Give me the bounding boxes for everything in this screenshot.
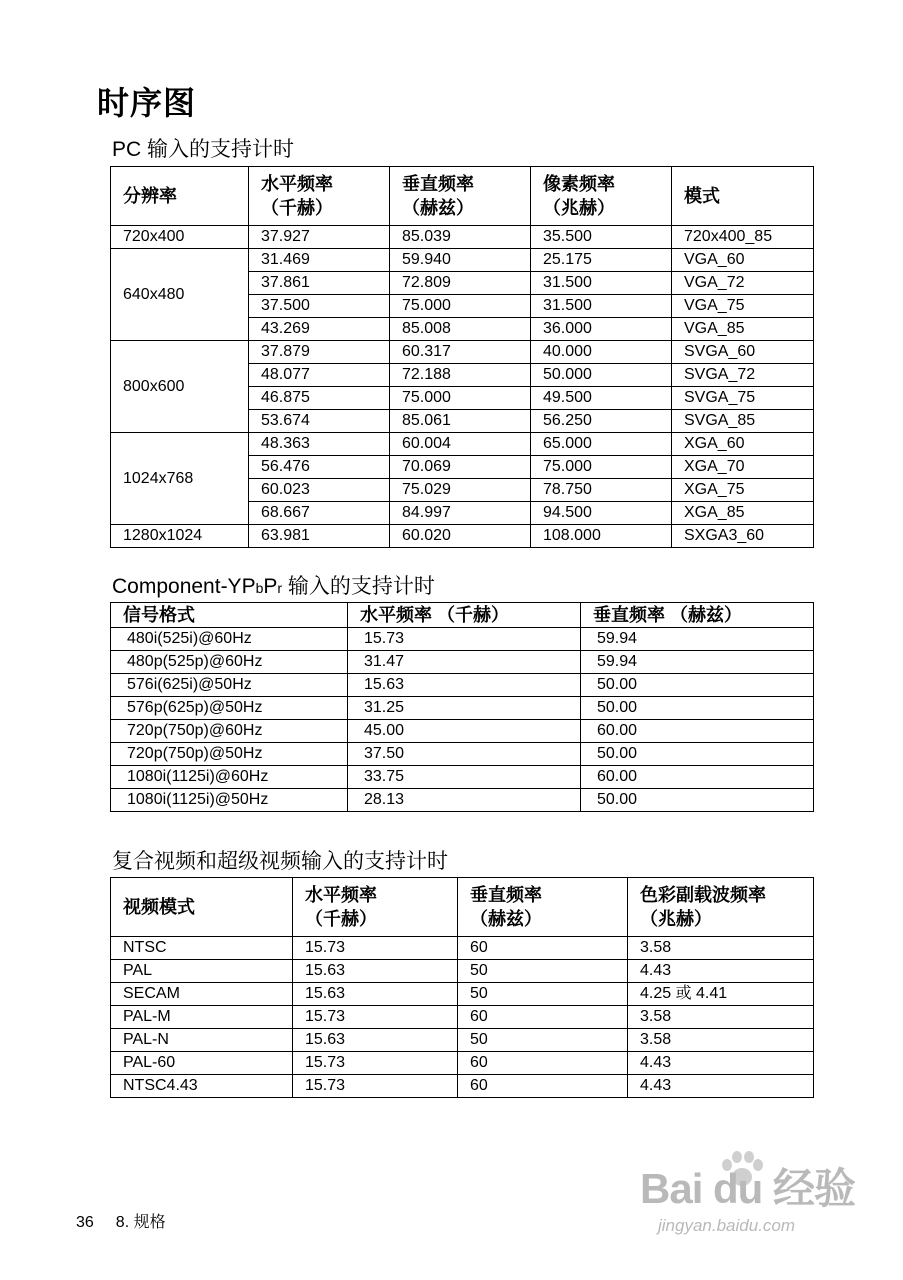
table-cell: 85.039	[390, 226, 531, 249]
column-header: 水平频率 （千赫）	[249, 167, 390, 226]
table-row	[111, 249, 814, 272]
table-cell: 72.809	[390, 272, 531, 295]
table-cell: 720p(750p)@60Hz	[111, 720, 348, 743]
table-cell: 46.875	[249, 387, 390, 410]
table-cell: 56.476	[249, 456, 390, 479]
table-cell: 59.940	[390, 249, 531, 272]
table-cell: 15.73	[293, 1075, 458, 1098]
table-row	[111, 937, 814, 960]
column-header: 视频模式	[111, 878, 293, 937]
table-cell: 85.008	[390, 318, 531, 341]
table-cell: 3.58	[628, 937, 814, 960]
resolution-cell: 800x600	[111, 341, 249, 433]
table-cell: 60	[458, 1006, 628, 1029]
table-cell: 37.50	[348, 743, 581, 766]
column-header: 垂直频率 （赫兹）	[581, 603, 814, 628]
table-cell: 576i(625i)@50Hz	[111, 674, 348, 697]
table-cell: 60	[458, 1052, 628, 1075]
component-timing-table	[110, 602, 814, 812]
table-cell: 75.000	[390, 387, 531, 410]
column-header: 水平频率 （千赫）	[348, 603, 581, 628]
table-cell: 48.077	[249, 364, 390, 387]
table-cell: 15.63	[293, 983, 458, 1006]
table-cell: 4.43	[628, 1075, 814, 1098]
column-header: 色彩副载波频率 （兆赫）	[628, 878, 814, 937]
table-cell: 1080i(1125i)@60Hz	[111, 766, 348, 789]
table-cell: 576p(625p)@50Hz	[111, 697, 348, 720]
table-cell: 60.317	[390, 341, 531, 364]
table-cell: 75.029	[390, 479, 531, 502]
table-cell: 50.00	[581, 697, 814, 720]
table-cell: 4.43	[628, 960, 814, 983]
table-cell: 50	[458, 1029, 628, 1052]
table-cell: 94.500	[531, 502, 672, 525]
table-cell: VGA_72	[672, 272, 814, 295]
table-cell: 31.500	[531, 295, 672, 318]
table-cell: 84.997	[390, 502, 531, 525]
table-cell: 15.73	[293, 937, 458, 960]
table-row	[111, 525, 814, 548]
table-cell: 43.269	[249, 318, 390, 341]
table-cell: 70.069	[390, 456, 531, 479]
table-cell: 49.500	[531, 387, 672, 410]
table-row	[111, 789, 814, 812]
table-cell: 75.000	[531, 456, 672, 479]
table-cell: SVGA_75	[672, 387, 814, 410]
table-cell: 480i(525i)@60Hz	[111, 628, 348, 651]
table-cell: 60.023	[249, 479, 390, 502]
table-cell: PAL-N	[111, 1029, 293, 1052]
table-row	[111, 226, 814, 249]
table-cell: 15.63	[293, 1029, 458, 1052]
table-cell: NTSC4.43	[111, 1075, 293, 1098]
table-cell: 15.63	[293, 960, 458, 983]
table-cell: 56.250	[531, 410, 672, 433]
table-cell: XGA_60	[672, 433, 814, 456]
table-cell: 720x400_85	[672, 226, 814, 249]
table-cell: 60.00	[581, 720, 814, 743]
table-cell: XGA_70	[672, 456, 814, 479]
table-row	[111, 433, 814, 456]
table-cell: 68.667	[249, 502, 390, 525]
table-row	[111, 1006, 814, 1029]
table-row	[111, 1052, 814, 1075]
table-cell: 60	[458, 1075, 628, 1098]
table-cell: 35.500	[531, 226, 672, 249]
column-header: 分辨率	[111, 167, 249, 226]
resolution-cell: 1280x1024	[111, 525, 249, 548]
table-row	[111, 983, 814, 1006]
pc-table-header	[111, 167, 814, 226]
table-cell: 480p(525p)@60Hz	[111, 651, 348, 674]
table-cell: XGA_75	[672, 479, 814, 502]
watermark	[640, 1150, 860, 1260]
resolution-cell: 720x400	[111, 226, 249, 249]
table-cell: 15.73	[293, 1052, 458, 1075]
table-cell: 53.674	[249, 410, 390, 433]
footer-section: 8. 规格	[115, 1214, 166, 1231]
table-cell: 37.861	[249, 272, 390, 295]
table-cell: 50.00	[581, 789, 814, 812]
watermark-url: jingyan.baidu.com	[658, 1216, 796, 1235]
table-cell: SECAM	[111, 983, 293, 1006]
table-cell: SVGA_85	[672, 410, 814, 433]
table-cell: 4.43	[628, 1052, 814, 1075]
table-cell: 75.000	[390, 295, 531, 318]
table-cell: 31.469	[249, 249, 390, 272]
column-header: 水平频率 （千赫）	[293, 878, 458, 937]
table-cell: 59.94	[581, 628, 814, 651]
table-cell: 45.00	[348, 720, 581, 743]
table-cell: 50	[458, 960, 628, 983]
table-cell: PAL	[111, 960, 293, 983]
composite-section-title: 复合视频和超级视频输入的支持计时	[112, 850, 448, 873]
table-cell: 720p(750p)@50Hz	[111, 743, 348, 766]
table-cell: 63.981	[249, 525, 390, 548]
resolution-cell: 640x480	[111, 249, 249, 341]
table-cell: 28.13	[348, 789, 581, 812]
component-table-header	[111, 603, 814, 628]
table-cell: 4.25 或 4.41	[628, 983, 814, 1006]
table-cell: 25.175	[531, 249, 672, 272]
table-cell: 3.58	[628, 1029, 814, 1052]
table-cell: 33.75	[348, 766, 581, 789]
table-row	[111, 720, 814, 743]
table-cell: 50	[458, 983, 628, 1006]
table-cell: 60.020	[390, 525, 531, 548]
page-number: 36	[76, 1214, 94, 1231]
table-row	[111, 743, 814, 766]
table-cell: 15.63	[348, 674, 581, 697]
table-row	[111, 628, 814, 651]
table-cell: 31.47	[348, 651, 581, 674]
composite-table-header	[111, 878, 814, 937]
table-cell: 60	[458, 937, 628, 960]
table-cell: 85.061	[390, 410, 531, 433]
column-header: 垂直频率 （赫兹）	[390, 167, 531, 226]
table-cell: 50.00	[581, 674, 814, 697]
page-title: 时序图	[97, 85, 197, 121]
column-header: 像素频率 （兆赫）	[531, 167, 672, 226]
column-header: 信号格式	[111, 603, 348, 628]
table-cell: 1080i(1125i)@50Hz	[111, 789, 348, 812]
component-section-title: Component-YPbPr 输入的支持计时	[112, 575, 435, 598]
column-header: 模式	[672, 167, 814, 226]
table-cell: NTSC	[111, 937, 293, 960]
table-cell: SVGA_72	[672, 364, 814, 387]
table-cell: 108.000	[531, 525, 672, 548]
table-cell: XGA_85	[672, 502, 814, 525]
table-cell: 72.188	[390, 364, 531, 387]
table-cell: VGA_60	[672, 249, 814, 272]
table-cell: 50.000	[531, 364, 672, 387]
composite-timing-table	[110, 877, 814, 1098]
page-footer	[76, 1209, 166, 1232]
table-row	[111, 1029, 814, 1052]
table-cell: VGA_75	[672, 295, 814, 318]
table-row	[111, 960, 814, 983]
table-cell: SVGA_60	[672, 341, 814, 364]
table-cell: 15.73	[293, 1006, 458, 1029]
table-row	[111, 341, 814, 364]
table-cell: PAL-M	[111, 1006, 293, 1029]
pc-section-title: PC 输入的支持计时	[112, 138, 295, 161]
table-cell: 50.00	[581, 743, 814, 766]
resolution-cell: 1024x768	[111, 433, 249, 525]
table-cell: 60.004	[390, 433, 531, 456]
pc-timing-table	[110, 166, 814, 548]
watermark-logo: Bai du 经验	[640, 1165, 856, 1212]
table-cell: 37.500	[249, 295, 390, 318]
table-row	[111, 1075, 814, 1098]
table-row	[111, 697, 814, 720]
table-cell: 15.73	[348, 628, 581, 651]
table-cell: 59.94	[581, 651, 814, 674]
table-cell: 36.000	[531, 318, 672, 341]
table-cell: VGA_85	[672, 318, 814, 341]
table-cell: PAL-60	[111, 1052, 293, 1075]
table-row	[111, 651, 814, 674]
table-cell: 65.000	[531, 433, 672, 456]
table-cell: 31.500	[531, 272, 672, 295]
table-cell: 60.00	[581, 766, 814, 789]
table-cell: 31.25	[348, 697, 581, 720]
table-cell: SXGA3_60	[672, 525, 814, 548]
table-cell: 48.363	[249, 433, 390, 456]
table-row	[111, 766, 814, 789]
table-cell: 37.927	[249, 226, 390, 249]
column-header: 垂直频率 （赫兹）	[458, 878, 628, 937]
table-cell: 40.000	[531, 341, 672, 364]
table-cell: 3.58	[628, 1006, 814, 1029]
table-cell: 37.879	[249, 341, 390, 364]
table-cell: 78.750	[531, 479, 672, 502]
table-row	[111, 674, 814, 697]
